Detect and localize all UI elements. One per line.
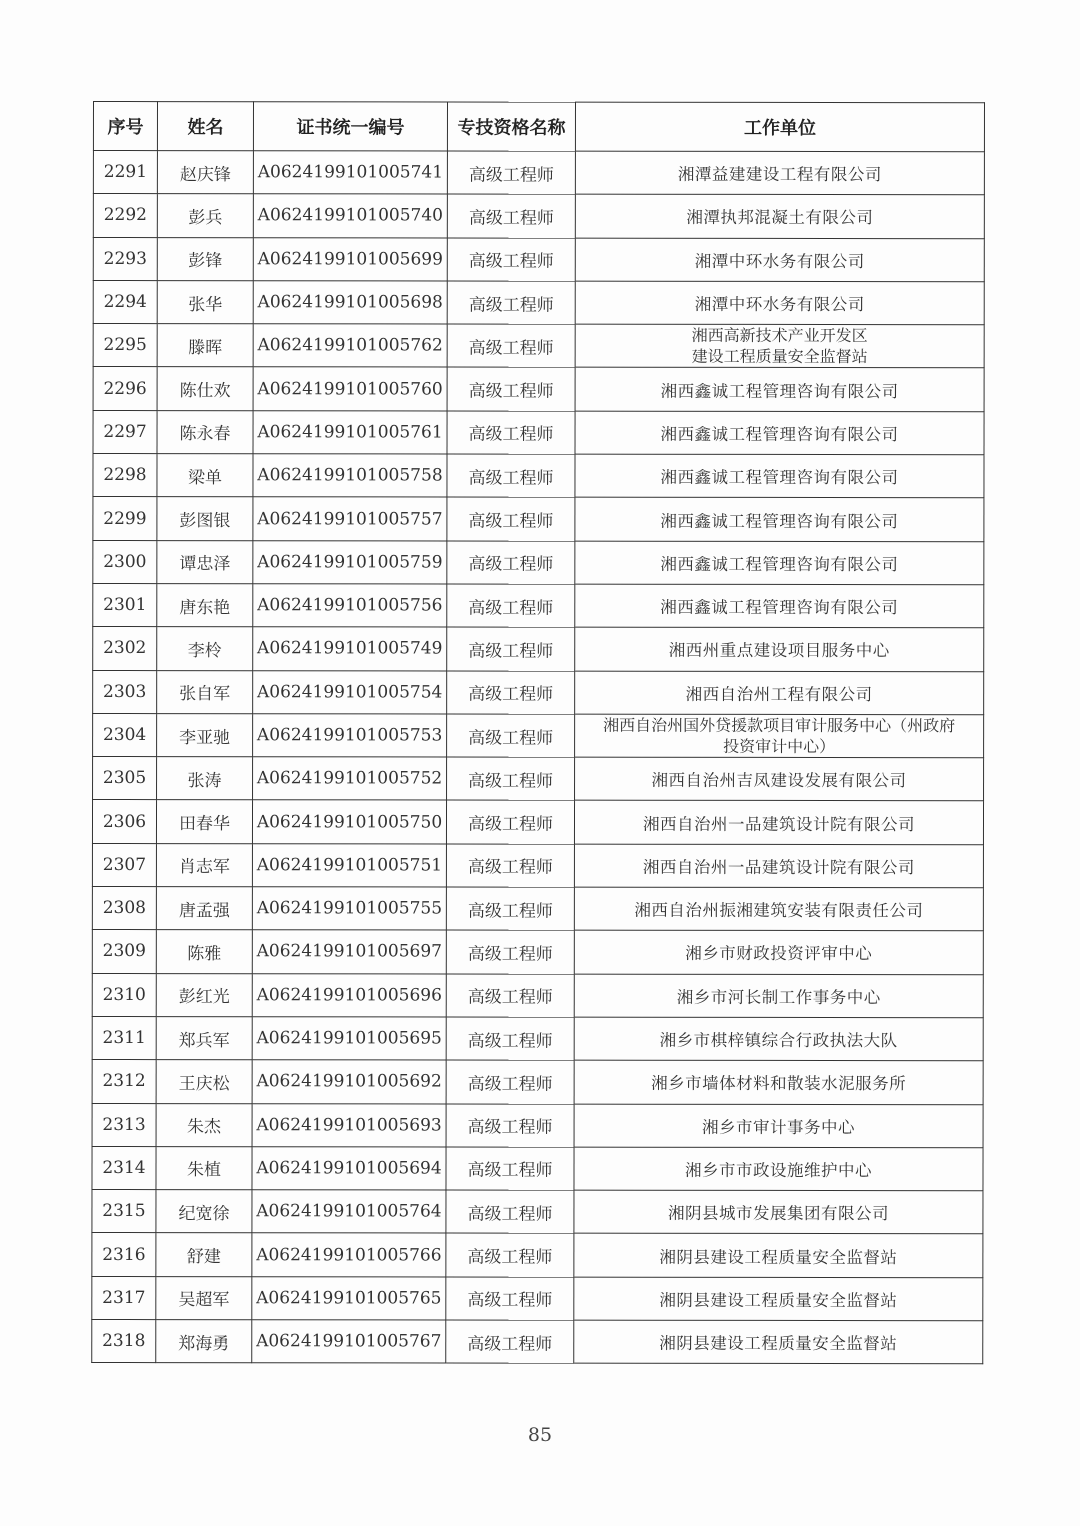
cell-name: 王庆松 — [156, 1060, 252, 1103]
cell-certificate-number: A0624199101005760 — [253, 367, 447, 411]
cell-serial-number: 2314 — [92, 1146, 156, 1189]
cell-name: 谭忠泽 — [157, 540, 253, 583]
table-row — [93, 280, 984, 325]
table-body — [92, 151, 985, 1365]
header-name: 姓名 — [157, 102, 253, 151]
cell-certificate-number: A0624199101005755 — [252, 887, 446, 931]
cell-name: 郑海勇 — [156, 1320, 252, 1363]
header-serial-number: 序号 — [93, 102, 157, 151]
cell-name: 朱杰 — [156, 1103, 252, 1146]
cell-qualification: 高级工程师 — [447, 671, 575, 714]
cell-work-unit: 湘西鑫诚工程管理咨询有限公司 — [575, 368, 984, 412]
qualification-table — [91, 101, 985, 1365]
table-row — [92, 1276, 983, 1321]
cell-serial-number: 2316 — [92, 1233, 156, 1276]
cell-work-unit: 湘西鑫诚工程管理咨询有限公司 — [575, 411, 984, 455]
table-row — [93, 454, 984, 499]
cell-serial-number: 2307 — [92, 843, 156, 886]
cell-qualification: 高级工程师 — [446, 1277, 574, 1320]
cell-work-unit: 湘西鑫诚工程管理咨询有限公司 — [575, 541, 984, 585]
cell-serial-number: 2306 — [92, 800, 156, 843]
cell-qualification: 高级工程师 — [446, 1060, 574, 1103]
cell-work-unit: 湘阴县建设工程质量安全监督站 — [574, 1277, 983, 1321]
cell-certificate-number: A0624199101005766 — [252, 1233, 446, 1277]
cell-qualification: 高级工程师 — [447, 324, 575, 367]
cell-work-unit: 湘潭中环水务有限公司 — [575, 281, 984, 325]
header-work-unit: 工作单位 — [575, 102, 984, 152]
table-row — [93, 757, 984, 802]
table-row — [93, 410, 984, 455]
cell-certificate-number: A0624199101005752 — [253, 757, 447, 801]
cell-qualification: 高级工程师 — [447, 238, 575, 281]
cell-serial-number: 2312 — [92, 1060, 156, 1103]
cell-serial-number: 2294 — [93, 280, 157, 323]
cell-certificate-number: A0624199101005750 — [252, 800, 446, 844]
cell-certificate-number: A0624199101005759 — [253, 540, 447, 584]
cell-serial-number: 2309 — [92, 930, 156, 973]
cell-qualification: 高级工程师 — [447, 714, 575, 757]
table-row — [92, 973, 983, 1018]
cell-qualification: 高级工程师 — [447, 757, 575, 800]
cell-certificate-number: A0624199101005696 — [252, 973, 446, 1017]
table-row — [93, 713, 984, 758]
cell-work-unit: 湘潭执邦混凝土有限公司 — [575, 194, 984, 238]
cell-name: 朱植 — [156, 1146, 252, 1189]
cell-work-unit: 湘西高新技术产业开发区 建设工程质量安全监督站 — [575, 324, 984, 368]
cell-certificate-number: A0624199101005761 — [253, 411, 447, 455]
cell-certificate-number: A0624199101005749 — [253, 627, 447, 671]
cell-name: 张涛 — [157, 757, 253, 800]
cell-certificate-number: A0624199101005765 — [252, 1276, 446, 1320]
cell-qualification: 高级工程师 — [446, 1147, 574, 1190]
cell-serial-number: 2300 — [93, 540, 157, 583]
cell-name: 舒建 — [156, 1233, 252, 1276]
cell-serial-number: 2302 — [93, 627, 157, 670]
cell-qualification: 高级工程师 — [447, 454, 575, 497]
cell-name: 彭锋 — [157, 237, 253, 280]
header-qualification: 专技资格名称 — [447, 102, 575, 151]
cell-work-unit: 湘西鑫诚工程管理咨询有限公司 — [575, 498, 984, 542]
cell-qualification: 高级工程师 — [446, 844, 574, 887]
table-row — [93, 367, 984, 412]
cell-qualification: 高级工程师 — [446, 974, 574, 1017]
cell-qualification: 高级工程师 — [446, 1190, 574, 1233]
page-number: 85 — [527, 1424, 553, 1446]
cell-qualification: 高级工程师 — [446, 1104, 574, 1147]
table-row — [92, 1233, 983, 1278]
table-row — [92, 887, 983, 932]
cell-name: 吴超军 — [156, 1276, 252, 1319]
cell-name: 田春华 — [156, 800, 252, 843]
cell-work-unit: 湘西自治州一品建筑设计院有限公司 — [574, 801, 983, 845]
cell-serial-number: 2298 — [93, 454, 157, 497]
cell-certificate-number: A0624199101005762 — [253, 324, 447, 368]
cell-name: 陈永春 — [157, 410, 253, 453]
cell-qualification: 高级工程师 — [446, 800, 574, 843]
cell-name: 彭兵 — [157, 194, 253, 237]
cell-certificate-number: A0624199101005692 — [252, 1060, 446, 1104]
cell-work-unit: 湘乡市墙体材料和散装水泥服务所 — [574, 1060, 983, 1104]
cell-work-unit: 湘乡市市政设施维护中心 — [574, 1147, 983, 1191]
cell-serial-number: 2301 — [93, 583, 157, 626]
cell-certificate-number: A0624199101005767 — [252, 1320, 446, 1364]
table-row — [92, 930, 983, 975]
cell-qualification: 高级工程师 — [446, 930, 574, 973]
cell-serial-number: 2315 — [92, 1190, 156, 1233]
table-row — [93, 627, 984, 672]
table-row — [92, 1016, 983, 1061]
cell-serial-number: 2296 — [93, 367, 157, 410]
cell-work-unit: 湘西自治州工程有限公司 — [575, 671, 984, 715]
cell-certificate-number: A0624199101005757 — [253, 497, 447, 541]
cell-certificate-number: A0624199101005758 — [253, 454, 447, 498]
cell-certificate-number: A0624199101005693 — [252, 1103, 446, 1147]
cell-qualification: 高级工程师 — [446, 1233, 574, 1276]
cell-serial-number: 2313 — [92, 1103, 156, 1146]
cell-name: 彭图银 — [157, 497, 253, 540]
cell-certificate-number: A0624199101005698 — [253, 281, 447, 325]
cell-certificate-number: A0624199101005740 — [253, 194, 447, 238]
cell-qualification: 高级工程师 — [446, 887, 574, 930]
cell-serial-number: 2304 — [93, 713, 157, 756]
cell-qualification: 高级工程师 — [447, 411, 575, 454]
cell-certificate-number: A0624199101005753 — [253, 714, 447, 758]
cell-name: 张自军 — [157, 670, 253, 713]
table-row — [93, 194, 984, 239]
cell-name: 郑兵军 — [156, 1017, 252, 1060]
cell-certificate-number: A0624199101005699 — [253, 237, 447, 281]
cell-work-unit: 湘西自治州一品建筑设计院有限公司 — [574, 844, 983, 888]
table-row — [93, 237, 984, 282]
cell-work-unit: 湘乡市棋梓镇综合行政执法大队 — [574, 1017, 983, 1061]
cell-work-unit: 湘西州重点建设项目服务中心 — [575, 627, 984, 671]
table-row — [92, 1320, 983, 1365]
cell-work-unit: 湘乡市河长制工作事务中心 — [574, 974, 983, 1018]
cell-qualification: 高级工程师 — [447, 541, 575, 584]
cell-qualification: 高级工程师 — [447, 627, 575, 670]
cell-name: 肖志军 — [156, 843, 252, 886]
cell-work-unit: 湘阴县建设工程质量安全监督站 — [574, 1234, 983, 1278]
cell-serial-number: 2297 — [93, 410, 157, 453]
cell-work-unit: 湘乡市审计事务中心 — [574, 1104, 983, 1148]
cell-serial-number: 2318 — [92, 1320, 156, 1363]
cell-name: 陈仕欢 — [157, 367, 253, 410]
table-row — [92, 1190, 983, 1235]
cell-qualification: 高级工程师 — [447, 151, 575, 194]
cell-certificate-number: A0624199101005756 — [253, 584, 447, 628]
cell-serial-number: 2295 — [93, 324, 157, 367]
cell-certificate-number: A0624199101005697 — [252, 930, 446, 974]
cell-certificate-number: A0624199101005751 — [252, 843, 446, 887]
table-row — [92, 800, 983, 845]
cell-name: 李柃 — [157, 627, 253, 670]
table-row — [93, 151, 984, 196]
cell-work-unit: 湘西自治州振湘建筑安装有限责任公司 — [574, 887, 983, 931]
cell-qualification: 高级工程师 — [447, 497, 575, 540]
table-row — [93, 583, 984, 628]
cell-name: 滕晖 — [157, 324, 253, 367]
cell-serial-number: 2317 — [92, 1276, 156, 1319]
table-row — [92, 1103, 983, 1148]
cell-name: 纪宽徐 — [156, 1190, 252, 1233]
table-row — [93, 670, 984, 715]
cell-name: 唐东艳 — [157, 584, 253, 627]
cell-name: 唐孟强 — [156, 887, 252, 930]
cell-qualification: 高级工程师 — [447, 281, 575, 324]
table-header — [93, 102, 984, 152]
table-row — [92, 1146, 983, 1191]
cell-qualification: 高级工程师 — [447, 584, 575, 627]
cell-name: 李亚驰 — [157, 713, 253, 756]
cell-work-unit: 湘西鑫诚工程管理咨询有限公司 — [575, 454, 984, 498]
cell-name: 张华 — [157, 280, 253, 323]
cell-work-unit: 湘西自治州国外贷援款项目审计服务中心（州政府 投资审计中心） — [575, 714, 984, 758]
table-row — [93, 540, 984, 585]
cell-qualification: 高级工程师 — [446, 1320, 574, 1363]
cell-serial-number: 2305 — [93, 757, 157, 800]
table-row — [92, 843, 983, 888]
cell-serial-number: 2308 — [92, 887, 156, 930]
cell-name: 赵庆锋 — [157, 151, 253, 194]
table-row — [92, 1060, 983, 1105]
cell-name: 陈雅 — [156, 930, 252, 973]
cell-serial-number: 2310 — [92, 973, 156, 1016]
cell-work-unit: 湘西鑫诚工程管理咨询有限公司 — [575, 584, 984, 628]
cell-certificate-number: A0624199101005764 — [252, 1190, 446, 1234]
cell-name: 彭红光 — [156, 973, 252, 1016]
cell-work-unit: 湘西自治州吉凤建设发展有限公司 — [575, 757, 984, 801]
header-certificate-number: 证书统一编号 — [253, 102, 447, 151]
cell-qualification: 高级工程师 — [447, 194, 575, 237]
cell-certificate-number: A0624199101005754 — [253, 670, 447, 714]
cell-serial-number: 2311 — [92, 1016, 156, 1059]
cell-work-unit: 湘乡市财政投资评审中心 — [574, 931, 983, 975]
cell-serial-number: 2293 — [93, 237, 157, 280]
cell-work-unit: 湘阴县城市发展集团有限公司 — [574, 1190, 983, 1234]
cell-work-unit: 湘阴县建设工程质量安全监督站 — [574, 1320, 983, 1364]
cell-serial-number: 2299 — [93, 497, 157, 540]
cell-work-unit: 湘潭中环水务有限公司 — [575, 238, 984, 282]
cell-serial-number: 2291 — [93, 151, 157, 194]
cell-serial-number: 2292 — [93, 194, 157, 237]
cell-work-unit: 湘潭益建建设工程有限公司 — [575, 151, 984, 195]
table-row — [93, 324, 984, 369]
cell-name: 梁单 — [157, 454, 253, 497]
cell-certificate-number: A0624199101005695 — [252, 1017, 446, 1061]
cell-serial-number: 2303 — [93, 670, 157, 713]
header-row — [93, 102, 984, 152]
cell-qualification: 高级工程师 — [447, 367, 575, 410]
cell-certificate-number: A0624199101005694 — [252, 1147, 446, 1191]
cell-certificate-number: A0624199101005741 — [253, 151, 447, 195]
table-row — [93, 497, 984, 542]
cell-qualification: 高级工程师 — [446, 1017, 574, 1060]
